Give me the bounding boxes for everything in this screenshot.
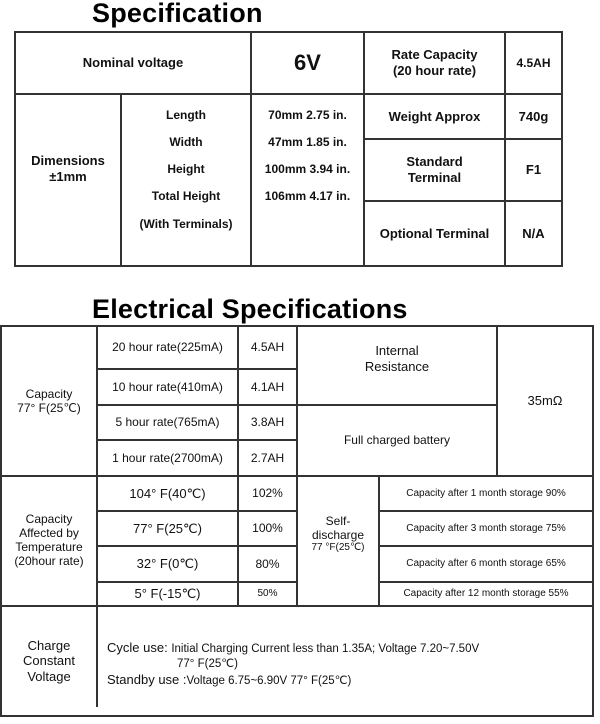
electrical-specifications-title: Electrical Specifications xyxy=(92,294,408,324)
self-discharge-row-3-month: Capacity after 3 month storage 75% xyxy=(406,522,566,534)
divider xyxy=(592,325,594,717)
weight-value: 740g xyxy=(518,108,549,124)
self-discharge-label xyxy=(298,477,378,605)
internal-resistance-condition: Full charged battery xyxy=(343,433,451,448)
standard-terminal-value: F1 xyxy=(525,162,542,178)
cycle-use-text: Initial Charging Current less than 1.35A; Voltage 7.20~7.50V xyxy=(171,643,480,655)
self-discharge-label-line3: 77 °F(25℃) xyxy=(311,542,365,554)
dimensions-label xyxy=(16,95,120,265)
capacity-rate-20h: 20 hour rate(225mA) xyxy=(112,340,223,355)
standard-terminal-label-line1: Standard xyxy=(406,154,463,170)
capacity-rate-1h: 1 hour rate(2700mA) xyxy=(112,450,223,465)
standard-terminal-label xyxy=(365,140,504,200)
capacity-rate-5h: 5 hour rate(765mA) xyxy=(115,415,220,430)
cycle-use-temp: 77° F(25℃) xyxy=(177,658,238,670)
standby-use-text: Voltage 6.75~6.90V 77° F(25℃) xyxy=(186,675,352,687)
dimension-label-length: Length xyxy=(166,107,206,122)
rate-capacity-label-line1: Rate Capacity xyxy=(391,47,478,63)
temperature-label xyxy=(2,477,96,605)
nominal-voltage-label: Nominal voltage xyxy=(82,55,184,71)
rate-capacity-value: 4.5AH xyxy=(516,55,551,70)
divider xyxy=(561,31,563,267)
self-discharge-row-12-month: Capacity after 12 month storage 55% xyxy=(403,588,569,599)
internal-resistance-label xyxy=(298,327,496,404)
rate-capacity-label-line2: (20 hour rate) xyxy=(392,63,477,78)
rate-capacity-label xyxy=(365,33,504,93)
temperature-label-line1: Capacity xyxy=(25,512,73,527)
dimension-value-total-height: 106mm 4.17 in. xyxy=(264,188,351,203)
weight-label: Weight Approx xyxy=(388,108,481,124)
capacity-rate-10h: 10 hour rate(410mA) xyxy=(112,379,223,394)
divider xyxy=(14,265,563,267)
charge-details xyxy=(107,640,587,689)
temperature-value-5f: 50% xyxy=(257,588,278,599)
internal-resistance-value: 35mΩ xyxy=(527,393,563,409)
temperature-row-32f: 32° F(0℃) xyxy=(136,556,199,572)
internal-resistance-label-line2: Resistance xyxy=(364,358,430,374)
capacity-value-10h: 4.1AH xyxy=(250,379,285,394)
internal-resistance-label-line1: Internal xyxy=(375,342,419,358)
optional-terminal-label: Optional Terminal xyxy=(379,225,490,241)
dimensions-label-line2: ±1mm xyxy=(49,169,87,184)
dimension-label-total-height: Total Height xyxy=(151,188,221,203)
temperature-row-5f: 5° F(-15℃) xyxy=(134,586,201,602)
temperature-label-line2: Affected by xyxy=(19,526,79,541)
dimension-label-width: Width xyxy=(169,134,203,149)
capacity-value-1h: 2.7AH xyxy=(250,450,285,465)
standby-use-label: Standby use : xyxy=(107,672,187,687)
cycle-use-label: Cycle use: xyxy=(107,640,172,655)
specification-title: Specification xyxy=(92,0,263,28)
self-discharge-row-1-month: Capacity after 1 month storage 90% xyxy=(406,487,566,499)
charge-label xyxy=(2,607,96,715)
divider xyxy=(0,715,594,717)
capacity-label-line2: 77° F(25℃) xyxy=(17,401,81,415)
dimension-label-height: Height xyxy=(167,161,205,176)
temperature-label-line4: (20hour rate) xyxy=(14,553,84,568)
capacity-label xyxy=(2,327,96,475)
standard-terminal-label-line2: Terminal xyxy=(407,170,462,185)
self-discharge-label-line1: Self- xyxy=(325,513,351,528)
charge-label-line1: Charge xyxy=(27,637,71,653)
capacity-value-20h: 4.5AH xyxy=(250,340,285,355)
temperature-value-32f: 80% xyxy=(255,556,280,571)
self-discharge-label-line2: discharge xyxy=(311,528,365,542)
capacity-label-line1: Capacity xyxy=(25,386,73,401)
capacity-value-5h: 3.8AH xyxy=(250,415,285,430)
temperature-label-line3: Temperature xyxy=(15,540,83,554)
temperature-value-77f: 100% xyxy=(252,521,283,536)
charge-label-line3: Voltage xyxy=(27,668,71,684)
self-discharge-row-6-month: Capacity after 6 month storage 65% xyxy=(406,558,566,569)
dimension-value-length: 70mm 2.75 in. xyxy=(268,107,347,122)
dimension-value-width: 47mm 1.85 in. xyxy=(268,134,347,149)
temperature-value-104f: 102% xyxy=(252,486,283,501)
dimension-label-with-terminals: (With Terminals) xyxy=(139,216,233,231)
optional-terminal-value: N/A xyxy=(522,225,545,241)
temperature-row-77f: 77° F(25℃) xyxy=(133,520,202,536)
dimension-value-height: 100mm 3.94 in. xyxy=(264,161,351,176)
nominal-voltage-value: 6V xyxy=(294,49,321,75)
temperature-row-104f: 104° F(40℃) xyxy=(129,485,206,501)
dimensions-label-line1: Dimensions xyxy=(31,153,105,169)
charge-label-line2: Constant xyxy=(22,653,76,669)
